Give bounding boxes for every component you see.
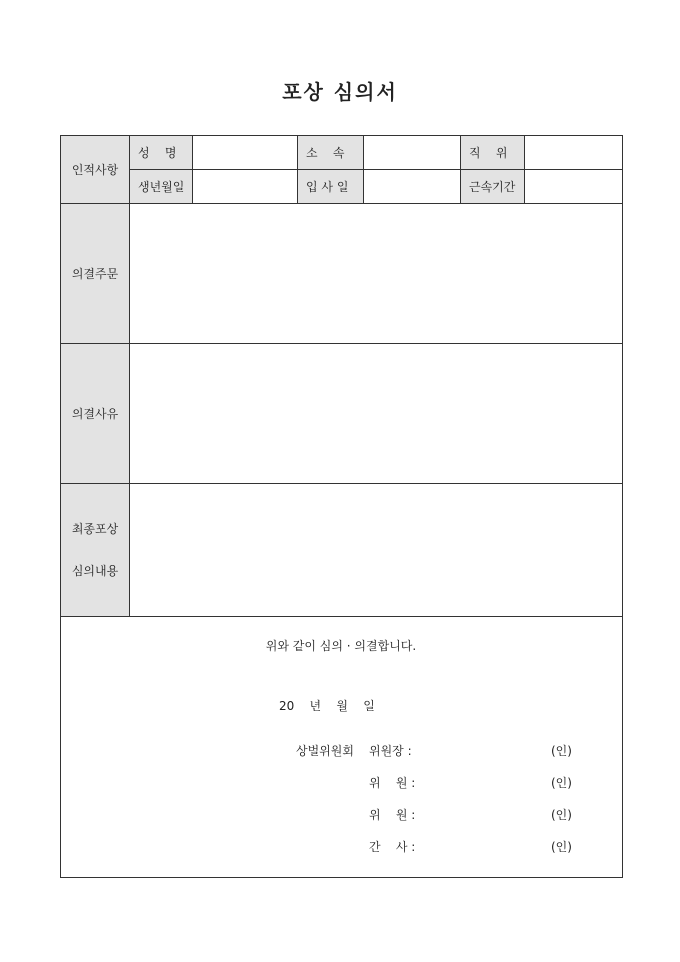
- final-review-label-line2: 심의내용: [71, 564, 119, 578]
- final-review-header: [61, 484, 130, 617]
- chair-seal: (인): [551, 744, 572, 758]
- secretary-label: 간 사 :: [369, 840, 416, 854]
- final-review-field[interactable]: [130, 484, 623, 617]
- name-label: 성 명: [130, 136, 193, 170]
- name-field[interactable]: [193, 136, 298, 170]
- member2-label: 위 원 :: [369, 808, 416, 822]
- committee-name: 상벌위원회: [296, 744, 354, 758]
- birthdate-label: 생년월일: [130, 170, 193, 204]
- date-line: 20 년 월 일: [279, 699, 375, 713]
- department-label: 소 속: [298, 136, 364, 170]
- final-review-label-line1: 최종포상: [71, 522, 119, 536]
- birthdate-field[interactable]: [193, 170, 298, 204]
- document-title: 포상 심의서: [282, 80, 398, 104]
- member1-seal: (인): [551, 776, 572, 790]
- position-field[interactable]: [525, 136, 623, 170]
- member1-label: 위 원 :: [369, 776, 416, 790]
- secretary-seal: (인): [551, 840, 572, 854]
- position-label: 직 위: [461, 136, 525, 170]
- decision-order-field[interactable]: [130, 204, 623, 344]
- member2-seal: (인): [551, 808, 572, 822]
- award-review-form: [60, 135, 623, 878]
- personal-info-header: 인적사항: [61, 136, 130, 204]
- statement-text: 위와 같이 심의 · 의결합니다.: [265, 639, 417, 653]
- tenure-label: 근속기간: [461, 170, 525, 204]
- join-date-label: 입 사 일: [298, 170, 364, 204]
- decision-reason-field[interactable]: [130, 344, 623, 484]
- join-date-field[interactable]: [364, 170, 461, 204]
- chair-label: 위원장 :: [369, 744, 412, 758]
- tenure-field[interactable]: [525, 170, 623, 204]
- decision-order-header: 의결주문: [61, 204, 130, 344]
- decision-reason-header: 의결사유: [61, 344, 130, 484]
- department-field[interactable]: [364, 136, 461, 170]
- signature-section: [61, 617, 623, 878]
